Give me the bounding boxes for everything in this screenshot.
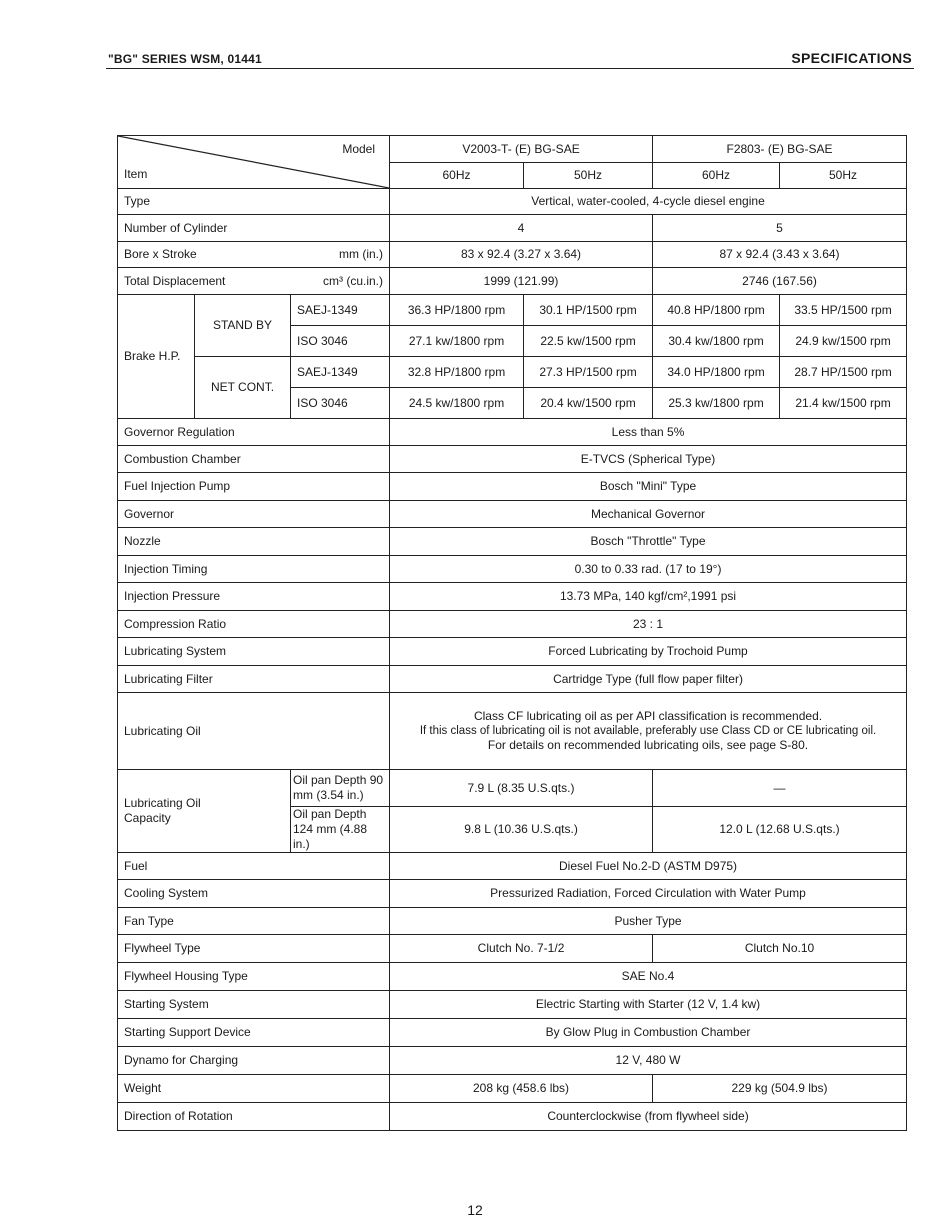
table-row [118,693,907,770]
row-value: 9.8 L (10.36 U.S.qts.) [390,807,653,853]
table-row [118,611,907,638]
freq-header: 60Hz [390,163,524,189]
table-row [118,215,907,242]
row-value: Pusher Type [390,908,907,935]
row-value: — [653,770,907,807]
row-label [118,268,390,295]
row-label: Lubricating System [118,638,390,666]
row-value: Vertical, water-cooled, 4-cycle diesel engine [390,189,907,215]
brake-hp-label: Brake H.P. [118,295,195,419]
row-value: 30.1 HP/1500 rpm [524,295,653,326]
net-cont-label: NET CONT. [195,357,291,419]
row-value: 2746 (167.56) [653,268,907,295]
row-value: Mechanical Governor [390,501,907,528]
corner-model-label: Model [342,142,376,156]
standard-label: SAEJ-1349 [291,295,390,326]
model-header-f2803: F2803- (E) BG-SAE [653,136,907,163]
row-value: 32.8 HP/1800 rpm [390,357,524,388]
freq-header: 50Hz [780,163,907,189]
table-row [118,963,907,991]
header-rule [106,68,914,69]
table-row [118,991,907,1019]
table-row [118,357,907,388]
header-section-title: SPECIFICATIONS [791,50,912,66]
row-value: Bosch "Mini" Type [390,473,907,501]
row-value: 27.1 kw/1800 rpm [390,326,524,357]
table-row [118,295,907,326]
row-value: 24.9 kw/1500 rpm [780,326,907,357]
row-label: Injection Timing [118,556,390,583]
row-value: 208 kg (458.6 lbs) [390,1075,653,1103]
table-row [118,242,907,268]
note-line: Class CF lubricating oil as per API classification is recommended. [473,708,823,723]
row-value: Electric Starting with Starter (12 V, 1.4 kw) [390,991,907,1019]
table-row [118,501,907,528]
model-header-v2003: V2003-T- (E) BG-SAE [390,136,653,163]
row-label [118,242,390,268]
standard-label: SAEJ-1349 [291,357,390,388]
row-value: 28.7 HP/1500 rpm [780,357,907,388]
row-value: 23 : 1 [390,611,907,638]
row-value: Counterclockwise (from flywheel side) [390,1103,907,1131]
standard-label: ISO 3046 [291,326,390,357]
row-value: 33.5 HP/1500 rpm [780,295,907,326]
row-label: Governor Regulation [118,419,390,446]
row-value: 25.3 kw/1800 rpm [653,388,780,419]
row-label: Flywheel Housing Type [118,963,390,991]
row-label: Cooling System [118,880,390,908]
table-row [118,446,907,473]
oil-pan-depth-124: Oil pan Depth 124 mm (4.88 in.) [291,807,390,853]
row-value: 4 [390,215,653,242]
row-value: 13.73 MPa, 140 kgf/cm²,1991 psi [390,583,907,611]
table-row [118,1075,907,1103]
row-label: Lubricating Oil [118,693,390,770]
row-value: 1999 (121.99) [390,268,653,295]
row-value: Less than 5% [390,419,907,446]
table-row [118,473,907,501]
row-value: E-TVCS (Spherical Type) [390,446,907,473]
note-line: For details on recommended lubricating oils, see page S-80. [487,738,809,753]
lubricating-oil-note [390,693,907,770]
note-line: If this class of lubricating oil is not available, preferably use Class CD or CE lubricating oil. [419,724,877,737]
table-row [118,419,907,446]
row-value: 24.5 kw/1800 rpm [390,388,524,419]
row-label: Compression Ratio [118,611,390,638]
row-label: Nozzle [118,528,390,556]
row-value: 0.30 to 0.33 rad. (17 to 19°) [390,556,907,583]
row-label: Injection Pressure [118,583,390,611]
table-row [118,666,907,693]
page-number: 12 [467,1202,483,1218]
freq-header: 50Hz [524,163,653,189]
table-row [118,1019,907,1047]
row-value: 5 [653,215,907,242]
row-label: Combustion Chamber [118,446,390,473]
table-row [118,189,907,215]
row-value: 12.0 L (12.68 U.S.qts.) [653,807,907,853]
row-value: 30.4 kw/1800 rpm [653,326,780,357]
row-value: 7.9 L (8.35 U.S.qts.) [390,770,653,807]
row-label: Number of Cylinder [118,215,390,242]
row-label-text: Total Displacement [124,273,226,288]
table-row [118,880,907,908]
table-row [118,908,907,935]
row-label: Flywheel Type [118,935,390,963]
row-value: 20.4 kw/1500 rpm [524,388,653,419]
corner-item-label: Item [124,167,148,181]
row-value: Pressurized Radiation, Forced Circulation with Water Pump [390,880,907,908]
oil-pan-depth-90: Oil pan Depth 90 mm (3.54 in.) [291,770,390,807]
table-row [118,1103,907,1131]
row-unit: mm (in.) [339,247,384,261]
row-value: Clutch No.10 [653,935,907,963]
row-label: Weight [118,1075,390,1103]
table-row [118,853,907,880]
table-row [118,136,907,163]
row-value: 36.3 HP/1800 rpm [390,295,524,326]
model-item-corner-cell [118,136,390,189]
row-value: 27.3 HP/1500 rpm [524,357,653,388]
row-label: Fuel [118,853,390,880]
row-label: Governor [118,501,390,528]
freq-header: 60Hz [653,163,780,189]
row-value: By Glow Plug in Combustion Chamber [390,1019,907,1047]
table-row [118,268,907,295]
table-row [118,583,907,611]
lubricating-oil-capacity-label: Lubricating Oil Capacity [118,770,291,853]
header-series: "BG" SERIES WSM, 01441 [108,52,262,66]
row-label: Fuel Injection Pump [118,473,390,501]
row-value: 34.0 HP/1800 rpm [653,357,780,388]
table-row [118,528,907,556]
row-value: 87 x 92.4 (3.43 x 3.64) [653,242,907,268]
standby-label: STAND BY [195,295,291,357]
row-label-text: Bore x Stroke [124,247,197,261]
row-value: 12 V, 480 W [390,1047,907,1075]
row-value: 22.5 kw/1500 rpm [524,326,653,357]
table-row [118,556,907,583]
row-label: Type [118,189,390,215]
row-label: Starting Support Device [118,1019,390,1047]
row-value: Bosch "Throttle" Type [390,528,907,556]
row-label: Lubricating Filter [118,666,390,693]
row-label: Dynamo for Charging [118,1047,390,1075]
row-value: Clutch No. 7-1/2 [390,935,653,963]
row-value: 21.4 kw/1500 rpm [780,388,907,419]
row-label: Starting System [118,991,390,1019]
row-value: Cartridge Type (full flow paper filter) [390,666,907,693]
row-value: 83 x 92.4 (3.27 x 3.64) [390,242,653,268]
row-value: 229 kg (504.9 lbs) [653,1075,907,1103]
row-value: Diesel Fuel No.2-D (ASTM D975) [390,853,907,880]
row-unit: cm³ (cu.in.) [323,273,384,288]
row-label: Direction of Rotation [118,1103,390,1131]
specifications-table [117,135,907,1131]
table-row [118,770,907,807]
row-value: 40.8 HP/1800 rpm [653,295,780,326]
row-value: SAE No.4 [390,963,907,991]
table-row [118,935,907,963]
table-row [118,638,907,666]
table-row [118,1047,907,1075]
standard-label: ISO 3046 [291,388,390,419]
row-value: Forced Lubricating by Trochoid Pump [390,638,907,666]
row-label: Fan Type [118,908,390,935]
